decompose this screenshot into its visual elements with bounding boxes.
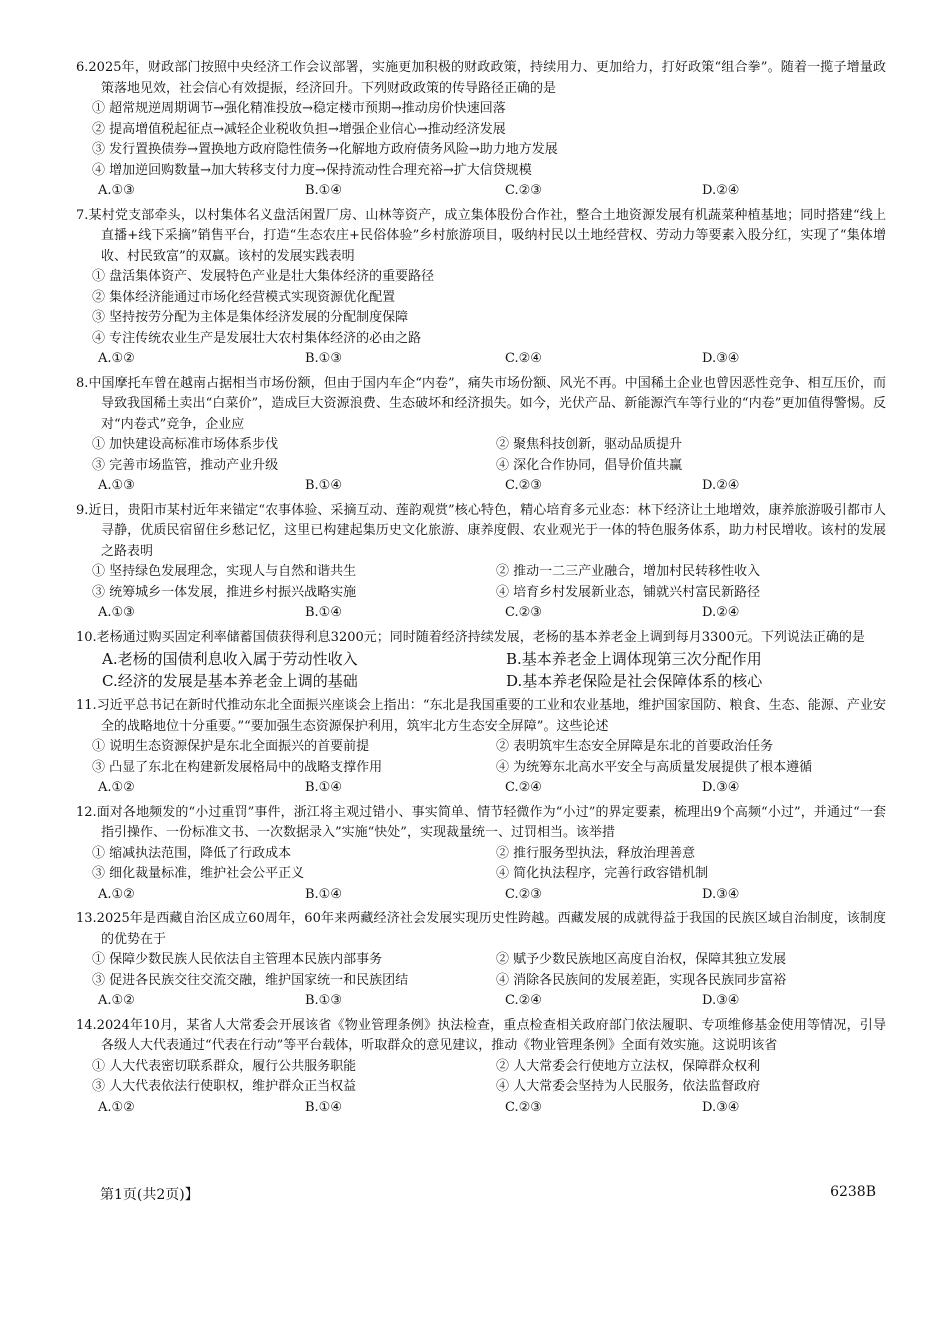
statement-option: ③ 人大代表依法行使职权，维护群众正当权益: [92, 1079, 357, 1094]
paper-code: 6238B: [830, 1184, 876, 1200]
answer-choice: D.②④: [702, 183, 740, 198]
statement-option: ① 说明生态资源保护是东北全面振兴的首要前提: [92, 739, 370, 754]
answer-choice: A.①③: [98, 183, 135, 198]
question-stem: 9.近日，贵阳市某村近年来锚定“农事体验、采摘互动、莲韵观赏”核心特色，精心培育多元业态：林下经济让土地增效，康养旅游吸引都市人寻静，优质民宿留住乡愁记忆，这里已构建起集历史文化旅游、康养度假、农业观光于一体的特色服务体系，助力村民增收。该村的发展之路表明: [76, 502, 886, 559]
answer-choice: D.③④: [702, 780, 740, 795]
answer-choice: A.①③: [98, 605, 135, 620]
statement-option: ④ 培育乡村发展新业态，铺就兴村富民新路径: [496, 584, 761, 600]
answer-choice: A.①②: [98, 993, 135, 1008]
answer-choice: C.②③: [505, 183, 542, 198]
statement-grid: [76, 844, 886, 885]
answer-choice: B.①④: [305, 780, 342, 795]
answer-choice: B.①④: [305, 605, 342, 620]
statement-option: ① 超常规逆周期调节→强化精准投放→稳定楼市预期→推动房价快速回落: [92, 101, 506, 116]
statement-option: ② 提高增值税起征点→减轻企业税收负担→增强企业信心→推动经济发展: [92, 121, 506, 137]
answer-choice: C.②③: [505, 1099, 542, 1115]
question: [76, 696, 886, 799]
statement-option: ② 赋予少数民族地区高度自治权，保障其独立发展: [496, 952, 787, 967]
statement-option: ① 坚持绿色发展理念，实现人与自然和谐共生: [92, 564, 357, 579]
statement-option: ④ 人大常委会坚持为人民服务，依法监督政府: [496, 1079, 761, 1094]
statement-option: ② 人大常委会行使地方立法权，保障群众权利: [496, 1058, 761, 1074]
statement-option: ③ 细化裁量标准，维护社会公平正义: [92, 866, 305, 881]
answer-choice: A.①②: [98, 1099, 135, 1115]
answer-choice: B.①③: [305, 993, 342, 1008]
question-stem: 8.中国摩托车曾在越南占据相当市场份额，但由于国内车企“内卷”，痛失市场份额、风光不再。中国稀土企业也曾因恶性竞争、相互压价，而导致我国稀土卖出“白菜价”，造成巨大资源浪费、生态破坏和经济损失。如今，光伏产品、新能源汽车等行业的“内卷”更加值得警惕。反对“内卷式”竞争，企业应: [76, 375, 886, 432]
answer-choice: A.①②: [98, 886, 135, 902]
answer-choices: [76, 603, 886, 624]
statement-option: ② 表明筑牢生态安全屏障是东北的首要政治任务: [496, 739, 774, 754]
answer-choice: D.③④: [702, 886, 740, 902]
answer-choice: B.①④: [305, 183, 342, 198]
statement-grid: [76, 737, 886, 778]
answer-choices: [76, 885, 886, 906]
question-stem: 11.习近平总书记在新时代推动东北全面振兴座谈会上指出：“东北是我国重要的工业和农业基地，维护国家国防、粮食、生态、能源、产业安全的战略地位十分重要。”“要加强生态资源保护利用，筑牢北方生态安全屏障”。这些论述: [76, 698, 886, 734]
answer-choice: A.①②: [98, 780, 135, 795]
answer-choice: C.②③: [505, 886, 542, 902]
question: [76, 58, 886, 202]
statement-option: ① 缩减执法范围，降低了行政成本: [92, 845, 292, 861]
statement-option: ③ 统筹城乡一体发展，推进乡村振兴战略实施: [92, 584, 357, 600]
statement-grid: [76, 1057, 886, 1098]
statement-option: ② 聚焦科技创新，驱动品质提升: [496, 437, 683, 452]
answer-choice: C.②③: [505, 478, 542, 493]
question-stem: 6.2025年，财政部门按照中央经济工作会议部署，实施更加积极的财政政策，持续用力、更加给力，打好政策“组合拳”。随着一揽子增量政策落地见效，社会信心有效提振，经济回升。下列财政政策的传导路径正确的是: [76, 60, 886, 96]
question-stem: 12.面对各地频发的“小过重罚”事件，浙江将主观过错小、事实简单、情节轻微作为“小过”的界定要素，梳理出9个高频“小过”，并通过“一套指引操作、一份标准文书、一次数据录入”实施“快处”，实现裁量统一、过罚相当。该举措: [76, 804, 886, 840]
statement-grid: [76, 435, 886, 476]
question-stem: 7.某村党支部牵头，以村集体名义盘活闲置厂房、山林等资产，成立集体股份合作社，整合土地资源发展有机蔬菜种植基地；同时搭建“线上直播+线下采摘”销售平台，打造“生态农庄+民俗体验”乡村旅游项目，吸纳村民以土地经营权、劳动力等要素入股分红，实现了“集体增收、村民致富”的双赢。该村的发展实践表明: [76, 207, 886, 264]
statement-option: ④ 消除各民族间的发展差距，实现各民族同步富裕: [496, 972, 787, 988]
question-stem: 13.2025年是西藏自治区成立60周年，60年来两藏经济社会发展实现历史性跨越。西藏发展的成就得益于我国的民族区域自治制度，该制度的优势在于: [76, 911, 886, 947]
statement-option: ① 盘活集体资产、发展特色产业是壮大集体经济的重要路径: [92, 269, 435, 284]
exam-page: [76, 58, 886, 1122]
statement-option: ③ 完善市场监管，推动产业升级: [92, 457, 279, 473]
question: [76, 206, 886, 370]
statement-option: ① 加快建设高标准市场体系步伐: [92, 437, 279, 452]
answer-choice: D.基本养老保险是社会保障体系的核心: [506, 672, 763, 690]
answer-choices: [76, 476, 886, 497]
answer-choice: D.②④: [702, 478, 740, 493]
question: [76, 1016, 886, 1119]
question: [76, 628, 886, 693]
statement-option: ④ 专注传统农业生产是发展壮大农村集体经济的必由之路: [92, 330, 422, 346]
statement-option: ④ 为统筹东北高水平安全与高质量发展提供了根本遵循: [496, 759, 813, 775]
answer-choices: [76, 349, 886, 370]
answer-choice: D.③④: [702, 1099, 740, 1115]
question: [76, 909, 886, 1012]
statement-option: ② 集体经济能通过市场化经营模式实现资源优化配置: [92, 289, 396, 305]
answer-choice: A.①③: [98, 478, 135, 493]
statement-option: ② 推动一二三产业融合，增加村民转移性收入: [496, 564, 761, 579]
question-stem: 10.老杨通过购买固定利率储蓄国债获得利息3200元；同时随着经济持续发展，老杨的基本养老金上调到每月3300元。下列说法正确的是: [76, 629, 865, 645]
answer-choice: D.③④: [702, 351, 740, 366]
statement-option: ③ 发行置换债券→置换地方政府隐性债务→化解地方政府债务风险→助力地方发展: [92, 142, 558, 157]
answer-choices: [76, 778, 886, 799]
answer-choice: C.②④: [505, 993, 542, 1008]
statement-option: ③ 坚持按劳分配为主体是集体经济发展的分配制度保障: [92, 310, 409, 325]
answer-choices: [76, 1098, 886, 1119]
answer-choice: C.②④: [505, 351, 542, 366]
answer-choice: B.①④: [305, 1099, 342, 1115]
statement-option: ② 推行服务型执法，释放治理善意: [496, 845, 696, 861]
answer-choice: B.基本养老金上调体现第三次分配作用: [506, 650, 762, 668]
question: [76, 374, 886, 497]
statement-option: ③ 凸显了东北在构建新发展格局中的战略支撑作用: [92, 759, 383, 775]
answer-choice: A.①②: [98, 351, 135, 366]
statement-option: ④ 增加逆回购数量→加大转移支付力度→保持流动性合理充裕→扩大信贷规模: [92, 162, 532, 178]
question: [76, 803, 886, 906]
question: [76, 501, 886, 624]
statement-option: ④ 深化合作协同，倡导价值共赢: [496, 457, 683, 473]
question-stem: 14.2024年10月，某省人大常委会开展该省《物业管理条例》执法检查，重点检查相关政府部门依法履职、专项维修基金使用等情况，引导各级人大代表通过“代表在行动”等平台载体，听取群众的意见建议，推动《物业管理条例》全面有效实施。这说明该省: [76, 1017, 886, 1053]
statement-grid: [76, 562, 886, 603]
statement-option: ④ 简化执法程序，完善行政容错机制: [496, 866, 709, 881]
answer-choice: B.①④: [305, 478, 342, 493]
answer-choice: C.经济的发展是基本养老金上调的基础: [102, 672, 358, 690]
answer-choices: [76, 648, 886, 692]
statement-option: ① 人大代表密切联系群众，履行公共服务职能: [92, 1058, 357, 1074]
answer-choice: C.②③: [505, 605, 542, 620]
answer-choices: [76, 181, 886, 202]
answer-choice: D.③④: [702, 993, 740, 1008]
answer-choice: C.②④: [505, 780, 542, 795]
answer-choice: D.②④: [702, 605, 740, 620]
answer-choice: A.老杨的国债利息收入属于劳动性收入: [102, 650, 358, 668]
answer-choices: [76, 991, 886, 1012]
statement-option: ① 保障少数民族人民依法自主管理本民族内部事务: [92, 952, 383, 967]
statement-grid: [76, 950, 886, 991]
answer-choice: B.①③: [305, 351, 342, 366]
answer-choice: B.①④: [305, 886, 342, 902]
page-number: 第1页(共2页)】: [100, 1187, 199, 1203]
statement-option: ③ 促进各民族交往交流交融，维护国家统一和民族团结: [92, 972, 409, 988]
